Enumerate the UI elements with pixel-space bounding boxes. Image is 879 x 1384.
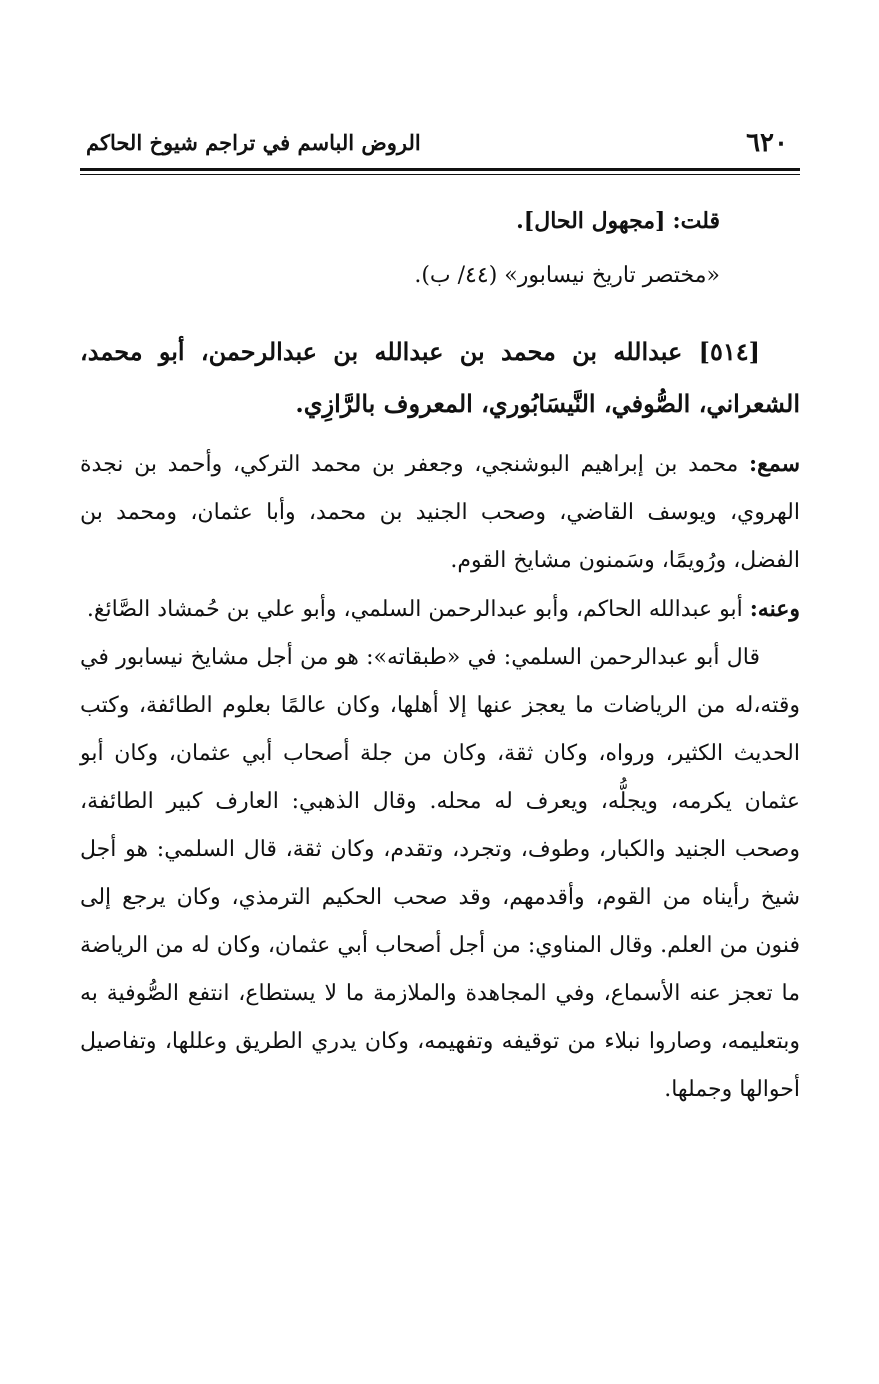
header-rule-thin	[80, 174, 800, 175]
from-label: وعنه:	[749, 596, 800, 622]
from-text: أبو عبدالله الحاكم، وأبو عبدالرحمن السلمي، وأبو علي بن حُمشاد الصَّائغ.	[86, 597, 743, 622]
running-title: الروض الباسم في تراجم شيوخ الحاكم	[86, 130, 421, 155]
note-label: قلت:	[672, 208, 720, 234]
note-text: [مجهول الحال].	[516, 208, 666, 234]
heard-from-paragraph	[80, 440, 800, 585]
entry-heading: [٥١٤] عبدالله بن محمد بن عبدالله بن عبدالرحمن، أبو محمد، الشعراني، الصُّوفي، النَّيسَابُوري، المعروف بالرَّازِي.	[80, 337, 800, 418]
biography-paragraph: قال أبو عبدالرحمن السلمي: في «طبقاته»: هو من أجل مشايخ نيسابور في وقته،له من الرياضات ما يعجز عنها إلا أهلها، وكان عالمًا بعلوم الطائفة، وكتب الحديث الكثير، ورواه، وكان ثقة، وكان من جلة أصحاب أبي عثمان، وكان أبو عثمان يكرمه، ويجلُّه، ويعرف له محله. وقال الذهبي: العارف كبير الطائفة، وصحب الجنيد والكبار، وطوف، وتجرد، وتقدم، وكان ثقة، قال السلمي: هو أجل شيخ رأيناه من القوم، وأقدمهم، وقد صحب الحكيم الترمذي، وكان يرجع إلى فنون من العلم. وقال المناوي: من أجل أصحاب أبي عثمان، وكان له من الرياضة ما تعجز عنه الأسماع، وفي المجاهدة والملازمة ما لا يستطاع، انتفع الصُّوفية به وبتعليمه، وصاروا نبلاء من توقيفه وتفهيمه، وكان يدري الطريق وعللها، وتفاصيل أحوالها وجملها.	[80, 645, 800, 1102]
page-header	[80, 120, 800, 166]
source-citation: «مختصر تاريخ نيسابور» (٤٤/ ب).	[414, 263, 720, 288]
heard-label: سمع:	[749, 451, 800, 477]
page-number: ٦٢٠	[746, 128, 788, 158]
page-content	[80, 197, 800, 1114]
book-page	[80, 120, 800, 1114]
heard-text: محمد بن إبراهيم البوشنجي، وجعفر بن محمد التركي، وأحمد بن نجدة الهروي، ويوسف القاضي، وصحب الجنيد بن محمد، وأبا عثمان، ومحمد بن الفضل، ورُويمًا، وسَمنون مشايخ القوم.	[80, 452, 800, 573]
narrators-paragraph	[80, 585, 800, 634]
header-rule-thick	[80, 168, 800, 171]
editor-note	[80, 197, 800, 246]
